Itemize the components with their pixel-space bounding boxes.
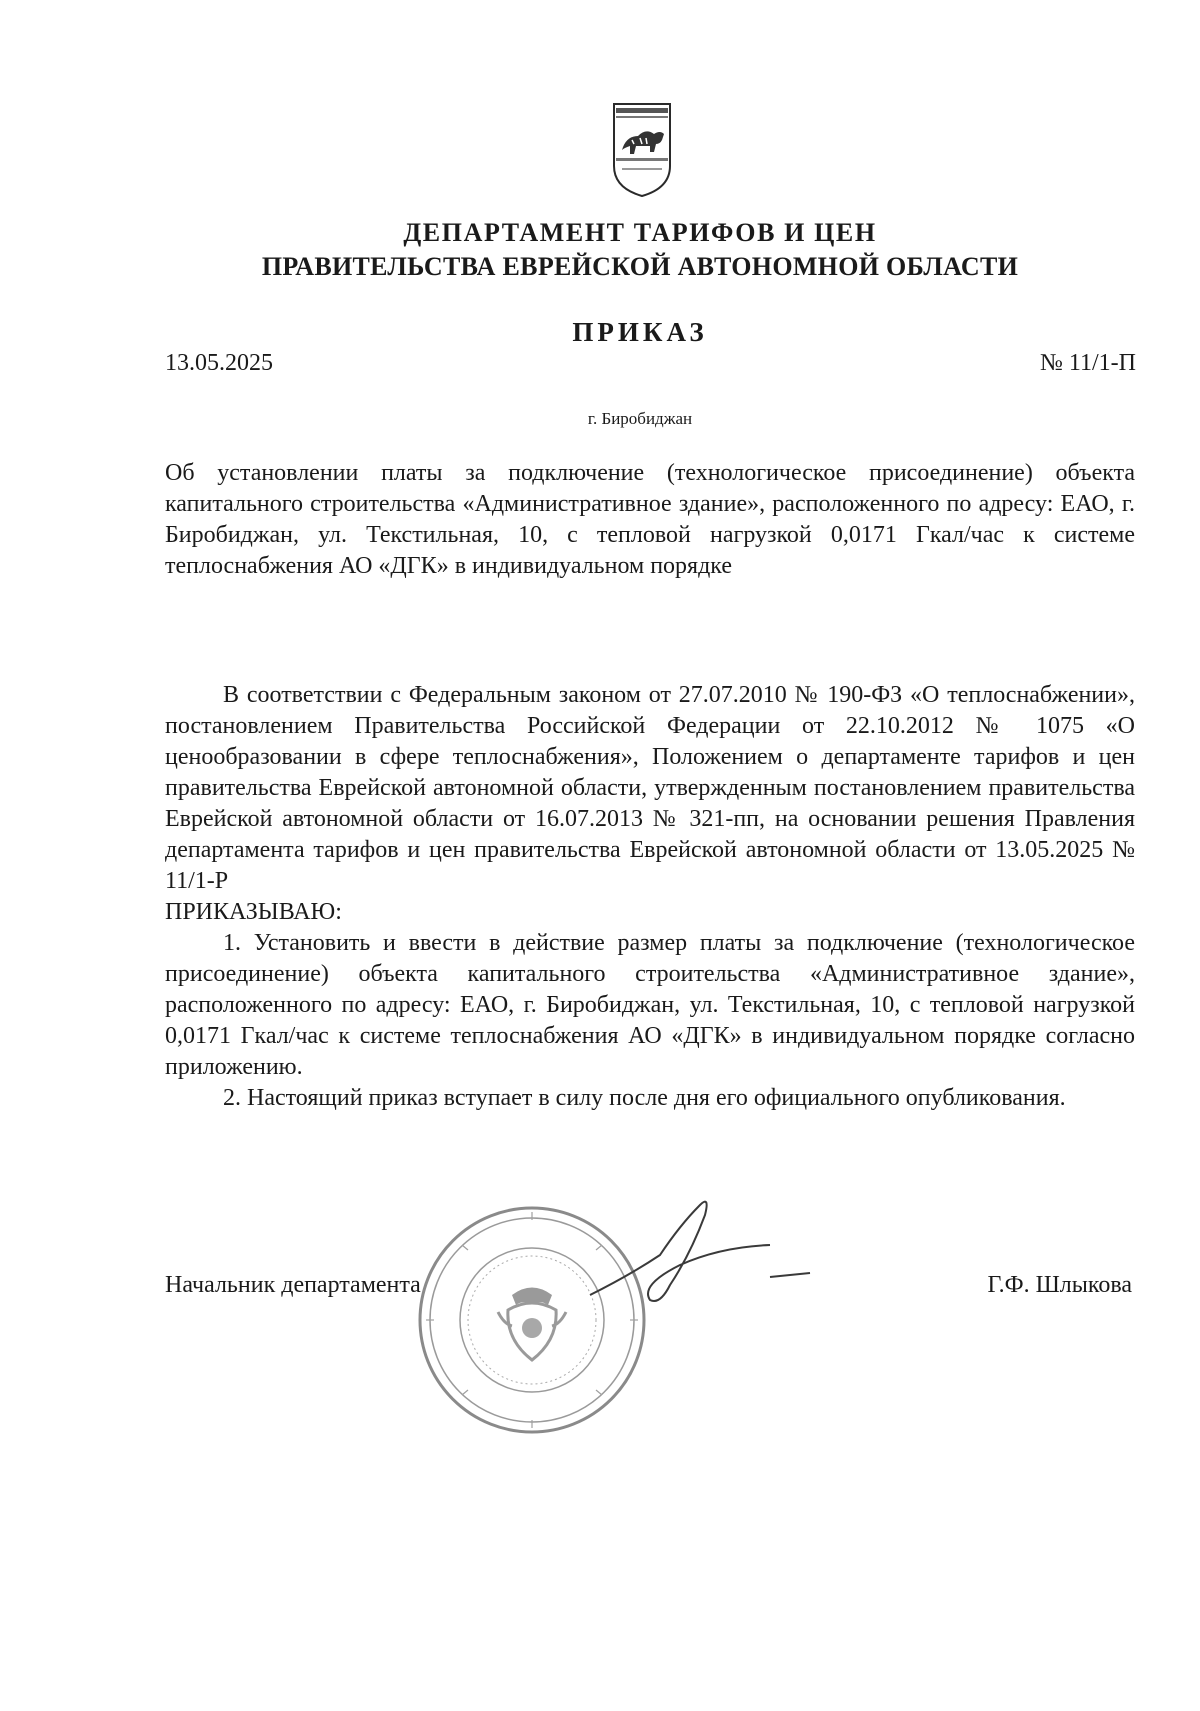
header-line-2: ПРАВИТЕЛЬСТВА ЕВРЕЙСКОЙ АВТОНОМНОЙ ОБЛАСТИ [261, 252, 1019, 281]
order-body [165, 680, 1135, 1114]
order-title: ПРИКАЗ [572, 317, 708, 347]
header-line-1: ДЕПАРТАМЕНТ ТАРИФОВ И ЦЕН [403, 218, 877, 247]
order-preamble: В соответствии с Федеральным законом от 27.07.2010 № 190-ФЗ «О теплоснабжении», постановлением Правительства Российской Федерации от 22.10.2012 № 1075 «О ценообразовании в сфере теплоснабжения», Положением о департаменте тарифов и цен правительства Еврейской автономной области, утвержденным постановлением правительства Еврейской автономной области от 16.07.2013 № 321-пп, на основании решения Правления департамента тарифов и цен правительства Еврейской автономной области от 13.05.2025 № 11/1-Р [165, 682, 1135, 894]
order-date: 13.05.2025 [165, 350, 273, 376]
order-command: ПРИКАЗЫВАЮ: [165, 899, 342, 925]
signatory-name: Г.Ф. Шлыкова [987, 1272, 1132, 1298]
order-item-2: 2. Настоящий приказ вступает в силу после дня его официального опубликования. [223, 1085, 1066, 1111]
department-header [160, 216, 1120, 284]
order-subject: Об установлении платы за подключение (технологическое присоединение) объекта капитального строительства «Административное здание», расположенного по адресу: ЕАО, г. Биробиджан, ул. Текстильная, 10, с тепловой нагрузкой 0,0171 Гкал/час к системе теплоснабжения АО «ДГК» в индивидуальном порядке [165, 460, 1135, 579]
order-item-1: 1. Установить и ввести в действие размер платы за подключение (технологическое присоединение) объекта капитального строительства «Административное здание», расположенного по адресу: ЕАО, г. Биробиджан, ул. Текстильная, 10, с тепловой нагрузкой 0,0171 Гкал/час к системе теплоснабжения АО «ДГК» в индивидуальном порядке согласно приложению. [165, 930, 1135, 1080]
coat-of-arms-icon [610, 100, 674, 200]
order-city: г. Биробиджан [587, 409, 693, 428]
signatory-title: Начальник департамента [165, 1272, 421, 1298]
handwritten-signature [560, 1185, 840, 1315]
order-number: № 11/1-П [1040, 350, 1136, 376]
